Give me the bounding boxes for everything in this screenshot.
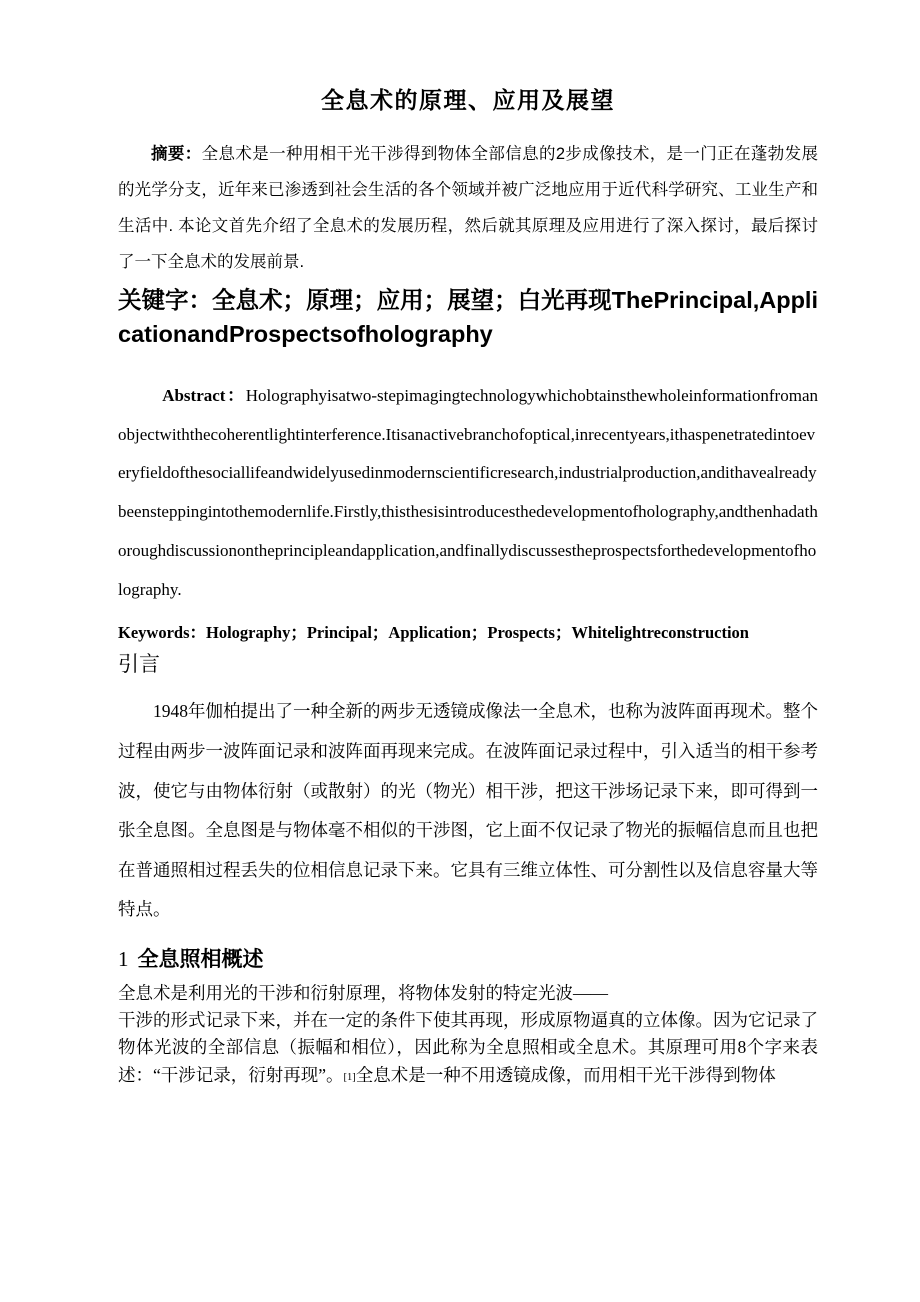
english-abstract-text: Holographyisatwo-stepimagingtechnologywhichobtainsthewholeinformationfromanobjectwiththecoherentlightinterference.Itisanactivebranchofoptical,inrecentyears,ithaspenetratedintoeveryfieldofthesociallifeandwidelyusedinmodernscientificresearch,industrialproduction,andithavealreadybeensteppingintothemodernlife.Firstly,thisthesisintroducesthedevelopmentofholography,andthenhadathoroughdiscussionontheprincipleandapplication,andfinallydiscussestheprospectsforthedevelopmentofholography.: [118, 385, 818, 599]
section-1-line-2b: 全息术是一种不用透镜成像，而用相干光干涉得到物体: [355, 1064, 776, 1085]
introduction-paragraph: 1948年伽柏提出了一种全新的两步无透镜成像法一全息术，也称为波阵面再现术。整个过程由两步一波阵面记录和波阵面再现来完成。在波阵面记录过程中，引入适当的相干参考波，使它与由物体衍射（或散射）的光（物光）相干涉，把这干涉场记录下来，即可得到一张全息图。全息图是与物体毫不相似的干涉图，它上面不仅记录了物光的振幅信息而且也把在普通照相过程丢失的位相信息记录下来。它具有三维立体性、可分割性以及信息容量大等特点。: [118, 701, 818, 920]
section-1-line-1: 全息术是利用光的干涉和衍射原理，将物体发射的特定光波——: [118, 983, 608, 1004]
page-title: 全息术的原理、应用及展望: [321, 87, 615, 113]
section-1-number: 1: [118, 946, 129, 971]
chinese-abstract-text: 全息术是一种用相干光干涉得到物体全部信息的2步成像技术，是一门正在蓬勃发展的光学分支，近年来已渗透到社会生活的各个领域并被广泛地应用于近代科学研究、工业生产和生活中. 本论文首先介绍了全息术的发展历程，然后就其原理及应用进行了深入探讨，最后探讨了一下全息术的发展前景.: [118, 144, 818, 271]
citation-marker: [1]: [343, 1071, 356, 1083]
section-1-line-2a: 干涉的形式记录下来，并在一定的条件下使其再现，形成原物逼真的立体像。因为它记录了物体光波的全部信息（振幅和相位），因此称为全息照相或全息术。其原理可用8个字来表述：“干涉记录，衍射再现”。: [118, 1010, 818, 1085]
english-abstract-label: Abstract：: [162, 385, 246, 405]
chinese-abstract-paragraph: [118, 115, 818, 281]
chinese-abstract-label: 摘要：: [151, 144, 202, 163]
english-keywords: Keywords：Holography；Principal；Application；Prospects；Whitelightreconstruction: [118, 623, 749, 643]
section-1-title: 全息照相概述: [137, 947, 264, 971]
heading-section-1: [118, 930, 818, 976]
section-1-body: [118, 975, 818, 1089]
heading-introduction: 引言: [118, 653, 160, 676]
chinese-keywords: 关键字：全息术；原理；应用；展望；白光再现ThePrincipal,ApplicationandProspectsofholography: [118, 286, 818, 347]
english-abstract-paragraph: [118, 351, 818, 610]
